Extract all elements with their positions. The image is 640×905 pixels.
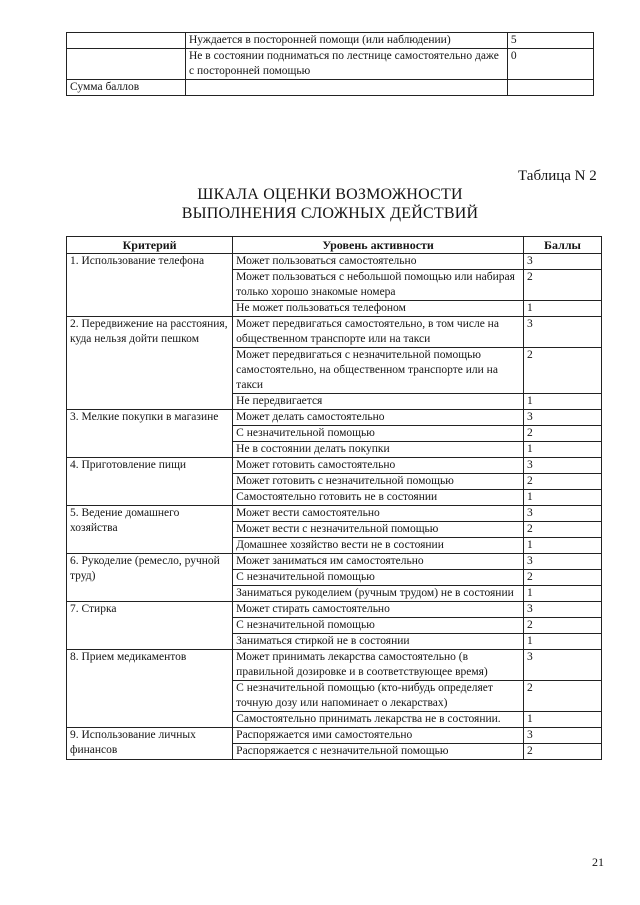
table-row	[67, 317, 602, 348]
points-cell: 2	[523, 474, 601, 490]
level-cell: Может передвигаться с незначительной помощью самостоятельно, на общественном транспорте или на такси	[233, 348, 524, 394]
points-cell: 1	[523, 490, 601, 506]
table-label: Таблица N 2	[518, 168, 597, 184]
level-cell: Распоряжается с незначительной помощью	[233, 744, 524, 760]
level-cell: Самостоятельно готовить не в состоянии	[233, 490, 524, 506]
points-cell: 2	[523, 270, 601, 301]
level-cell: Может заниматься им самостоятельно	[233, 554, 524, 570]
points-cell: 2	[523, 618, 601, 634]
level-cell: Нуждается в посторонней помощи (или наблюдении)	[185, 33, 507, 49]
level-cell: Может стирать самостоятельно	[233, 602, 524, 618]
points-cell: 0	[507, 49, 593, 80]
criterion-cell: 7. Стирка	[67, 602, 233, 650]
points-cell: 2	[523, 570, 601, 586]
table-row	[67, 728, 602, 744]
level-cell: С незначительной помощью	[233, 570, 524, 586]
header-criterion: Критерий	[67, 237, 233, 254]
level-cell: Домашнее хозяйство вести не в состоянии	[233, 538, 524, 554]
table-row	[67, 506, 602, 522]
level-cell: Может вести самостоятельно	[233, 506, 524, 522]
criterion-cell: 5. Ведение домашнего хозяйства	[67, 506, 233, 554]
points-cell: 5	[507, 33, 593, 49]
page-number: 21	[592, 855, 604, 869]
level-cell: Не может пользоваться телефоном	[233, 301, 524, 317]
points-cell: 3	[523, 650, 601, 681]
points-cell: 2	[523, 744, 601, 760]
points-cell: 3	[523, 602, 601, 618]
assessment-table	[66, 236, 602, 760]
header-level: Уровень активности	[233, 237, 524, 254]
table-title-line2: ВЫПОЛНЕНИЯ СЛОЖНЫХ ДЕЙСТВИЙ	[181, 205, 479, 222]
level-cell: С незначительной помощью (кто-нибудь определяет точную дозу или напоминает о лекарствах)	[233, 681, 524, 712]
criterion-cell: 2. Передвижение на расстояния, куда нельзя дойти пешком	[67, 317, 233, 410]
level-cell: Может пользоваться самостоятельно	[233, 254, 524, 270]
points-cell: 3	[523, 254, 601, 270]
header-points: Баллы	[523, 237, 601, 254]
sum-points-cell	[507, 80, 593, 96]
points-cell: 1	[523, 586, 601, 602]
level-cell: Заниматься рукоделием (ручным трудом) не в состоянии	[233, 586, 524, 602]
level-cell: Может вести с незначительной помощью	[233, 522, 524, 538]
table-row	[67, 554, 602, 570]
criterion-cell: 3. Мелкие покупки в магазине	[67, 410, 233, 458]
level-cell: Может готовить с незначительной помощью	[233, 474, 524, 490]
level-cell: Может делать самостоятельно	[233, 410, 524, 426]
level-cell: Распоряжается ими самостоятельно	[233, 728, 524, 744]
table-row	[67, 602, 602, 618]
points-cell: 1	[523, 634, 601, 650]
table-title-line1: ШКАЛА ОЦЕНКИ ВОЗМОЖНОСТИ	[197, 186, 463, 203]
points-cell: 1	[523, 394, 601, 410]
points-cell: 3	[523, 506, 601, 522]
level-cell: Может принимать лекарства самостоятельно (в правильной дозировке и в соответствующее время)	[233, 650, 524, 681]
points-cell: 1	[523, 301, 601, 317]
level-cell: С незначительной помощью	[233, 426, 524, 442]
points-cell: 3	[523, 410, 601, 426]
table-row	[67, 254, 602, 270]
continuation-table	[66, 32, 594, 96]
points-cell: 2	[523, 348, 601, 394]
table-row	[67, 410, 602, 426]
empty-criterion-cell	[67, 33, 186, 49]
points-cell: 3	[523, 554, 601, 570]
points-cell: 3	[523, 458, 601, 474]
points-cell: 3	[523, 317, 601, 348]
points-cell: 1	[523, 442, 601, 458]
level-cell: Заниматься стиркой не в состоянии	[233, 634, 524, 650]
points-cell: 2	[523, 426, 601, 442]
level-cell: Может пользоваться с небольшой помощью или набирая только хорошо знакомые номера	[233, 270, 524, 301]
level-cell: Самостоятельно принимать лекарства не в состоянии.	[233, 712, 524, 728]
empty-criterion-cell	[67, 49, 186, 80]
points-cell: 3	[523, 728, 601, 744]
points-cell: 2	[523, 522, 601, 538]
sum-level-cell	[185, 80, 507, 96]
level-cell: Не передвигается	[233, 394, 524, 410]
criterion-cell: 6. Рукоделие (ремесло, ручной труд)	[67, 554, 233, 602]
level-cell: Не в состоянии делать покупки	[233, 442, 524, 458]
criterion-cell: 9. Использование личных финансов	[67, 728, 233, 760]
level-cell: Не в состоянии подниматься по лестнице самостоятельно даже с посторонней помощью	[185, 49, 507, 80]
level-cell: С незначительной помощью	[233, 618, 524, 634]
criterion-cell: 8. Прием медикаментов	[67, 650, 233, 728]
table-row	[67, 458, 602, 474]
level-cell: Может готовить самостоятельно	[233, 458, 524, 474]
sum-label: Сумма баллов	[67, 80, 186, 96]
level-cell: Может передвигаться самостоятельно, в том числе на общественном транспорте или на такси	[233, 317, 524, 348]
points-cell: 2	[523, 681, 601, 712]
points-cell: 1	[523, 712, 601, 728]
table-row	[67, 650, 602, 681]
criterion-cell: 4. Приготовление пищи	[67, 458, 233, 506]
criterion-cell: 1. Использование телефона	[67, 254, 233, 317]
points-cell: 1	[523, 538, 601, 554]
